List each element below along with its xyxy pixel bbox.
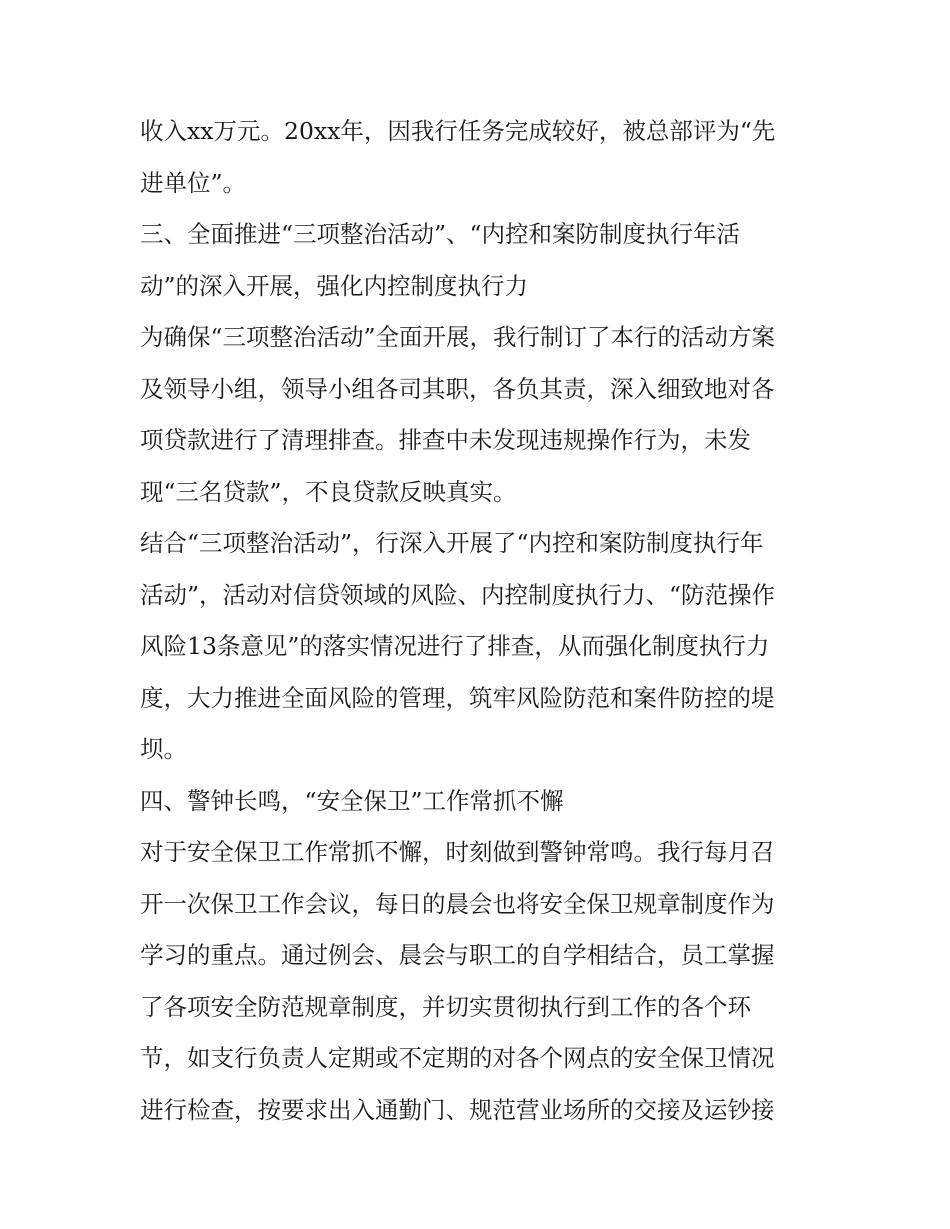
text-line: 进单位”。 bbox=[140, 168, 247, 197]
section-heading-3-cont: 动”的深入开展，强化内控制度执行力 bbox=[140, 271, 529, 300]
text-line: 了各项安全防范规章制度，并切实贯彻执行到工作的各个环 bbox=[140, 992, 751, 1021]
text-line: 坝。 bbox=[140, 735, 187, 763]
text-line: 对于安全保卫工作常抓不懈，时刻做到警钟常鸣。我行每月召 bbox=[140, 838, 775, 866]
text-line: 项贷款进行了清理排查。排查中未发现违规操作行为，未发 bbox=[140, 426, 751, 454]
text-line: 活动”，活动对信贷领域的风险、内控制度执行力、“防范操作 bbox=[140, 580, 776, 609]
text-line: 收入xx万元。20xx年，因我行任务完成较好，被总部评为“先 bbox=[140, 117, 776, 145]
text-line: 节，如支行负责人定期或不定期的对各个网点的安全保卫情况 bbox=[140, 1044, 775, 1072]
text-line: 为确保“三项整治活动”全面开展，我行制订了本行的活动方案 bbox=[140, 323, 776, 351]
text-line: 及领导小组，领导小组各司其职，各负其责，深入细致地对各 bbox=[140, 374, 775, 403]
section-heading-3: 三、全面推进“三项整治活动”、“内控和案防制度执行年活 bbox=[140, 220, 741, 248]
text-line: 开一次保卫工作会议，每日的晨会也将安全保卫规章制度作为 bbox=[140, 889, 775, 918]
text-line: 风险13条意见”的落实情况进行了排查，从而强化制度执行力 bbox=[140, 632, 770, 660]
text-line: 现“三名贷款”，不良贷款反映真实。 bbox=[140, 477, 517, 506]
text-line: 进行检查，按要求出入通勤门、规范营业场所的交接及运钞接 bbox=[140, 1095, 775, 1124]
text-line: 结合“三项整治活动”，行深入开展了“内控和案防制度执行年 bbox=[140, 529, 764, 557]
section-heading-4: 四、警钟长鸣，“安全保卫”工作常抓不懈 bbox=[140, 786, 564, 815]
text-line: 度，大力推进全面风险的管理，筑牢风险防范和案件防控的堤 bbox=[140, 683, 775, 712]
document-body bbox=[140, 106, 820, 1136]
text-line: 学习的重点。通过例会、晨会与职工的自学相结合，员工掌握 bbox=[140, 941, 775, 969]
